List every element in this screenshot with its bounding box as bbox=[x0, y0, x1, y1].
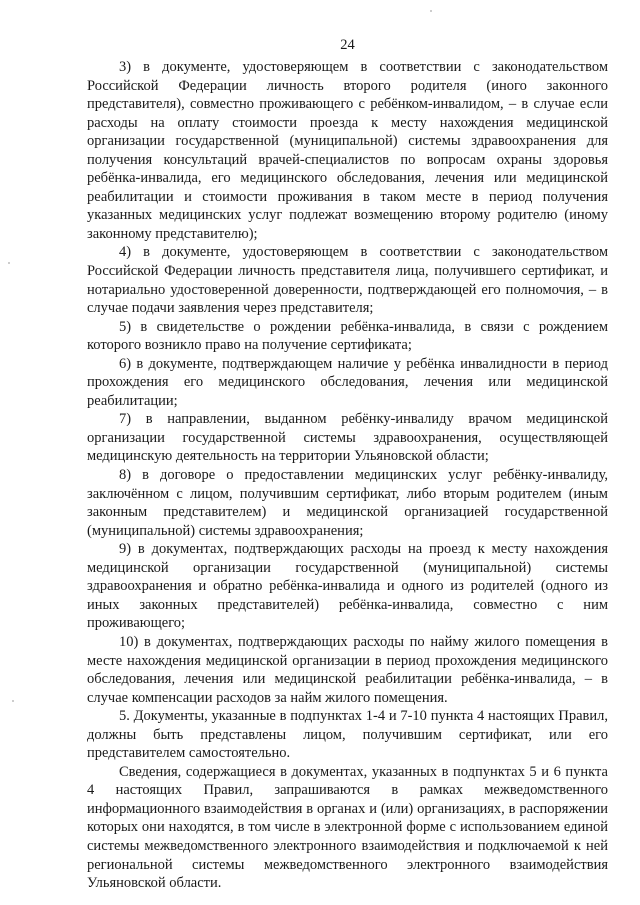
scan-speck bbox=[8, 262, 10, 264]
paragraph-item-5: 5. Документы, указанные в подпунктах 1-4 и 7-10 пункта 4 настоящих Правил, должны быть представлены лицом, получившим сертификат, или его представителем самостоятельно. bbox=[87, 708, 608, 762]
paragraph-subitem-4: 4) в документе, удостоверяющем в соответствии с законодательством Российской Федерации личность представителя лица, получившего сертификат, и нотариально удостоверенной доверенности, подтверждающей его полномочия, – в случае подачи заявления через представителя; bbox=[87, 244, 608, 317]
document-body bbox=[87, 58, 608, 893]
paragraph-subitem-5: 5) в свидетельстве о рождении ребёнка-инвалида, в связи с рождением которого возникло право на получение сертификата; bbox=[87, 318, 608, 354]
paragraph-subitem-10: 10) в документах, подтверждающих расходы по найму жилого помещения в месте нахождения медицинской организации в период прохождения медицинского обследования, лечения или медицинской реабилитации ребёнка-инвалида, – в случае компенсации расходов за найм жилого помещения. bbox=[87, 633, 608, 706]
paragraph-subitem-9: 9) в документах, подтверждающих расходы на проезд к месту нахождения медицинской организации государственной (муниципальной) системы здравоохранения и обратно ребёнка-инвалида и одного из родителей (одного из иных законных представителей) ребёнка-инвалида, совместно с ним проживающего; bbox=[87, 541, 608, 632]
paragraph-subitem-3: 3) в документе, удостоверяющем в соответствии с законодательством Российской Федерации личность второго родителя (иного законного представителя), совместно проживающего с ребёнком-инвалидом, – в случае если расходы на оплату стоимости проезда к месту нахождения медицинской организации государственной (муниципальной) системы здравоохранения для получения консультаций врачей-специалистов по вопросам охраны здоровья ребёнка-инвалида, его медицинского обследования, лечения или медицинской реабилитации и стоимости проживания в таком месте в период получения указанных медицинских услуг подлежат возмещению второму родителю (иному законному представителю); bbox=[87, 59, 608, 242]
paragraph-subitem-7: 7) в направлении, выданном ребёнку-инвалиду врачом медицинской организации государственной системы здравоохранения, осуществляющей медицинскую деятельность на территории Ульяновской области; bbox=[87, 411, 608, 465]
scan-speck bbox=[430, 10, 432, 12]
paragraph-interagency-info: Сведения, содержащиеся в документах, указанных в подпунктах 5 и 6 пункта 4 настоящих Правил, запрашиваются в рамках межведомственного информационного взаимодействия в органах и (или) организациях, в распоряжении которых они находятся, в том числе в электронной форме с использованием единой системы межведомственного электронного взаимодействия и подключаемой к ней региональной системы межведомственного электронного взаимодействия Ульяновской области. bbox=[87, 763, 608, 892]
scan-speck bbox=[12, 700, 14, 702]
paragraph-subitem-6: 6) в документе, подтверждающем наличие у ребёнка инвалидности в период прохождения его медицинского обследования, лечения или медицинской реабилитации; bbox=[87, 355, 608, 409]
paragraph-subitem-8: 8) в договоре о предоставлении медицинских услуг ребёнку-инвалиду, заключённом с лицом, получившим сертификат, либо вторым родителем (иным законным представителем) и медицинской организацией государственной (муниципальной) системы здравоохранения; bbox=[87, 467, 608, 539]
page-number: 24 bbox=[340, 37, 355, 53]
